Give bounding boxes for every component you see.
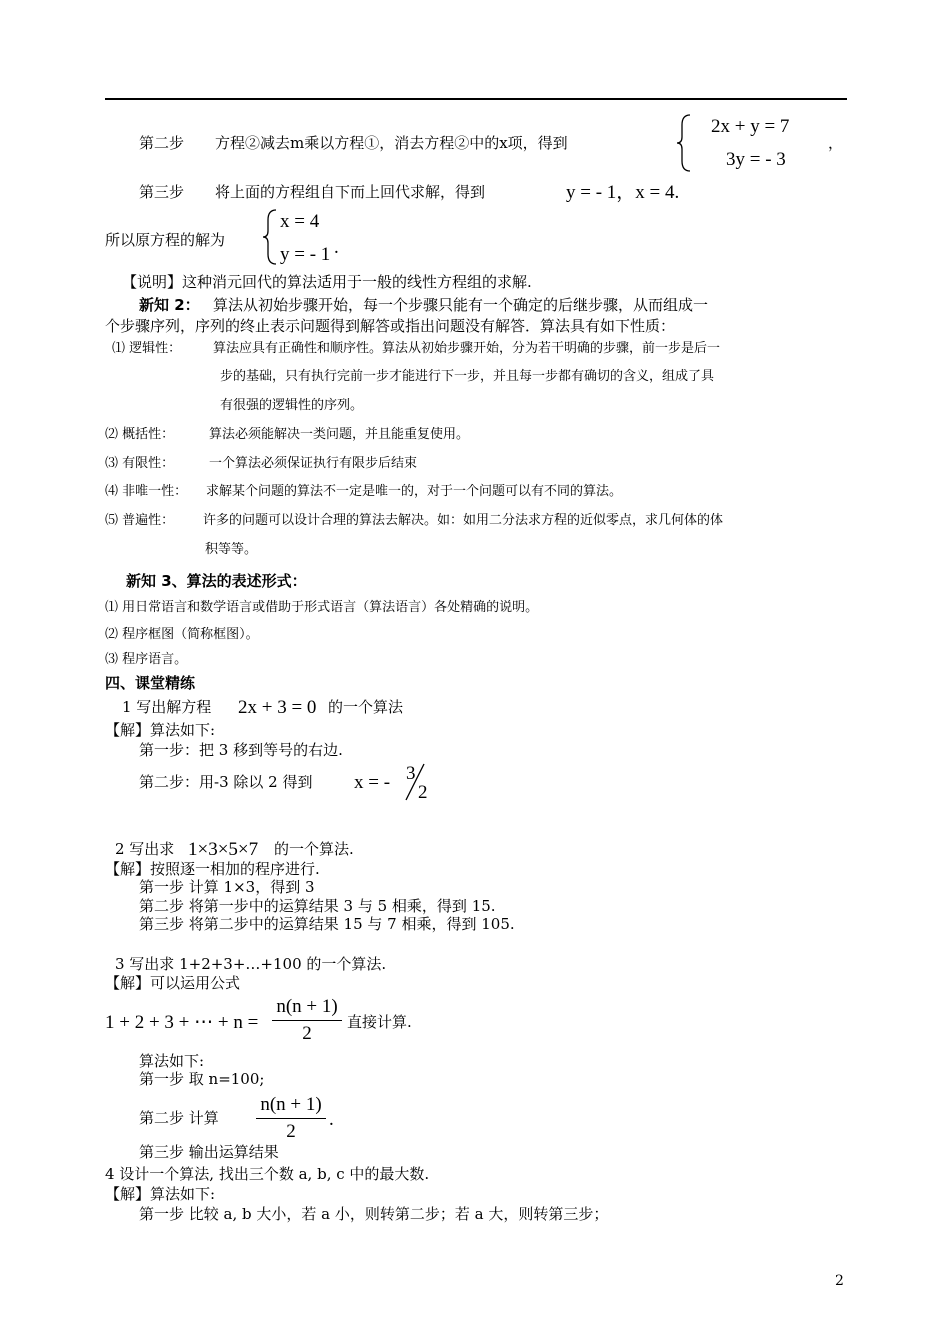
- step3-text: 将上面的方程组自下而上回代求解，得到: [215, 183, 486, 201]
- ex4-question: 4 设计一个算法, 找出三个数 a, b, c 中的最大数.: [105, 1165, 430, 1183]
- property-text-nonunique: 求解某个问题的算法不一定是唯一的，对于一个问题可以有不同的算法。: [206, 484, 623, 499]
- solution-text: 所以原方程的解为: [105, 231, 226, 249]
- step3-result: y = - 1，x = 4.: [566, 182, 680, 203]
- property-text-universal-2: 积等等。: [205, 542, 258, 557]
- property-label-logic: ⑴ 逻辑性：: [112, 341, 182, 356]
- property-label-general: ⑵ 概括性：: [105, 427, 175, 442]
- property-text-universal-1: 许多的问题可以设计合理的算法去解决。如：如用二分法求方程的近似零点，求几何体的体: [203, 513, 724, 528]
- step3-label: 第三步: [139, 183, 185, 201]
- ex4-step1: 第一步 比较 a, b 大小，若 a 小，则转第二步；若 a 大，则转第三步；: [139, 1205, 609, 1223]
- ex3-step3: 第三步 输出运算结果: [139, 1143, 279, 1161]
- system-brace: [676, 113, 692, 173]
- ex1-step1: 第一步：把 3 移到等号的右边.: [139, 741, 343, 759]
- ex3-step2-prefix: 第二步 计算: [139, 1109, 219, 1127]
- new3-heading: 新知 3、算法的表述形式：: [126, 572, 307, 590]
- ex3-question: 3 写出求 1+2+3+…+100 的一个算法.: [115, 955, 387, 973]
- ex3-step2-fraction: [256, 1094, 326, 1143]
- ex2-question-prefix: 2 写出求: [115, 840, 175, 858]
- ex2-step-3: 第三步 将第二步中的运算结果 15 与 7 相乘，得到 105.: [139, 915, 515, 933]
- property-text-general: 算法必须能解决一类问题，并且能重复使用。: [209, 427, 470, 442]
- note-text: 【说明】这种消元回代的算法适用于一般的线性方程组的求解.: [122, 273, 532, 291]
- step2-comma: ，: [828, 134, 844, 152]
- new3-item-3: ⑶ 程序语言。: [105, 652, 188, 667]
- ex1-slash-denominator: 2: [418, 782, 428, 803]
- ex2-answer: 【解】按照逐一相加的程序进行.: [105, 860, 320, 878]
- ex2-step-1: 第一步 计算 1×3，得到 3: [139, 878, 315, 896]
- ex1-answer: 【解】算法如下:: [105, 721, 216, 739]
- property-text-logic-1: 算法应具有正确性和顺序性。算法从初始步骤开始，分为若干明确的步骤，前一步是后一: [213, 341, 721, 356]
- page-number: 2: [835, 1273, 844, 1289]
- property-text-logic-2: 步的基础，只有执行完前一步才能进行下一步，并且每一步都有确切的含义，组成了具: [220, 369, 715, 384]
- property-text-finite: 一个算法必须保证执行有限步后结束: [209, 456, 418, 471]
- solution-eq2: y = - 1: [280, 244, 331, 265]
- ex1-question-suffix: 的一个算法: [328, 698, 404, 716]
- ex3-formula-fraction: [272, 996, 342, 1045]
- section4-heading: 四、课堂精练: [105, 674, 196, 692]
- ex3-step2-bar: [256, 1118, 326, 1119]
- property-label-finite: ⑶ 有限性：: [105, 456, 175, 471]
- ex3-formula-numerator: n(n + 1): [276, 996, 338, 1017]
- ex1-slash-numerator: 3: [406, 763, 416, 784]
- property-text-logic-3: 有很强的逻辑性的序列。: [220, 398, 364, 413]
- step2-text: 方程②减去m乘以方程①，消去方程②中的x项，得到: [215, 134, 568, 152]
- ex3-formula-bar: [272, 1020, 342, 1021]
- ex3-answer: 【解】可以运用公式: [105, 974, 241, 992]
- ex3-formula-suffix: 直接计算.: [347, 1013, 412, 1031]
- ex3-formula-lhs: 1 + 2 + 3 + ⋯ + n =: [105, 1012, 259, 1033]
- ex3-step1: 第一步 取 n=100;: [139, 1070, 265, 1088]
- ex1-step2-x: x = -: [354, 772, 391, 793]
- property-label-nonunique: ⑷ 非唯一性：: [105, 484, 188, 499]
- solution-period: .: [334, 237, 339, 258]
- new2-heading: 新知 2：: [139, 296, 200, 314]
- ex3-step2-numerator: n(n + 1): [260, 1094, 322, 1115]
- ex3-step2-period: .: [329, 1109, 334, 1130]
- property-label-universal: ⑸ 普遍性：: [105, 513, 175, 528]
- system-eq2: 3y = - 3: [726, 149, 786, 170]
- ex3-step2-denominator: 2: [286, 1121, 296, 1142]
- ex1-equation: 2x + 3 = 0: [238, 697, 317, 718]
- solution-eq1: x = 4: [280, 211, 320, 232]
- system-eq1: 2x + y = 7: [711, 116, 790, 137]
- solution-brace: [262, 208, 278, 266]
- ex1-step2-prefix: 第二步：用-3 除以 2 得到: [139, 773, 313, 791]
- ex4-answer: 【解】算法如下:: [105, 1185, 216, 1203]
- ex2-expression: 1×3×5×7: [188, 839, 259, 860]
- step2-label: 第二步: [139, 134, 185, 152]
- ex2-question-suffix: 的一个算法.: [274, 840, 354, 858]
- new3-item-1: ⑴ 用日常语言和数学语言或借助于形式语言（算法语言）各处精确的说明。: [105, 600, 539, 615]
- header-rule: [105, 98, 847, 100]
- new3-item-2: ⑵ 程序框图（简称框图）。: [105, 627, 259, 642]
- new2-line1: 算法从初始步骤开始，每一个步骤只能有一个确定的后继步骤，从而组成一: [213, 296, 709, 314]
- new2-line2: 个步骤序列，序列的终止表示问题得到解答或指出问题没有解答．算法具有如下性质：: [105, 317, 676, 335]
- ex3-formula-denominator: 2: [302, 1023, 312, 1044]
- ex1-question-prefix: 1 写出解方程: [122, 698, 212, 716]
- ex2-step-2: 第二步 将第一步中的运算结果 3 与 5 相乘，得到 15.: [139, 897, 496, 915]
- ex3-algo: 算法如下:: [139, 1052, 205, 1070]
